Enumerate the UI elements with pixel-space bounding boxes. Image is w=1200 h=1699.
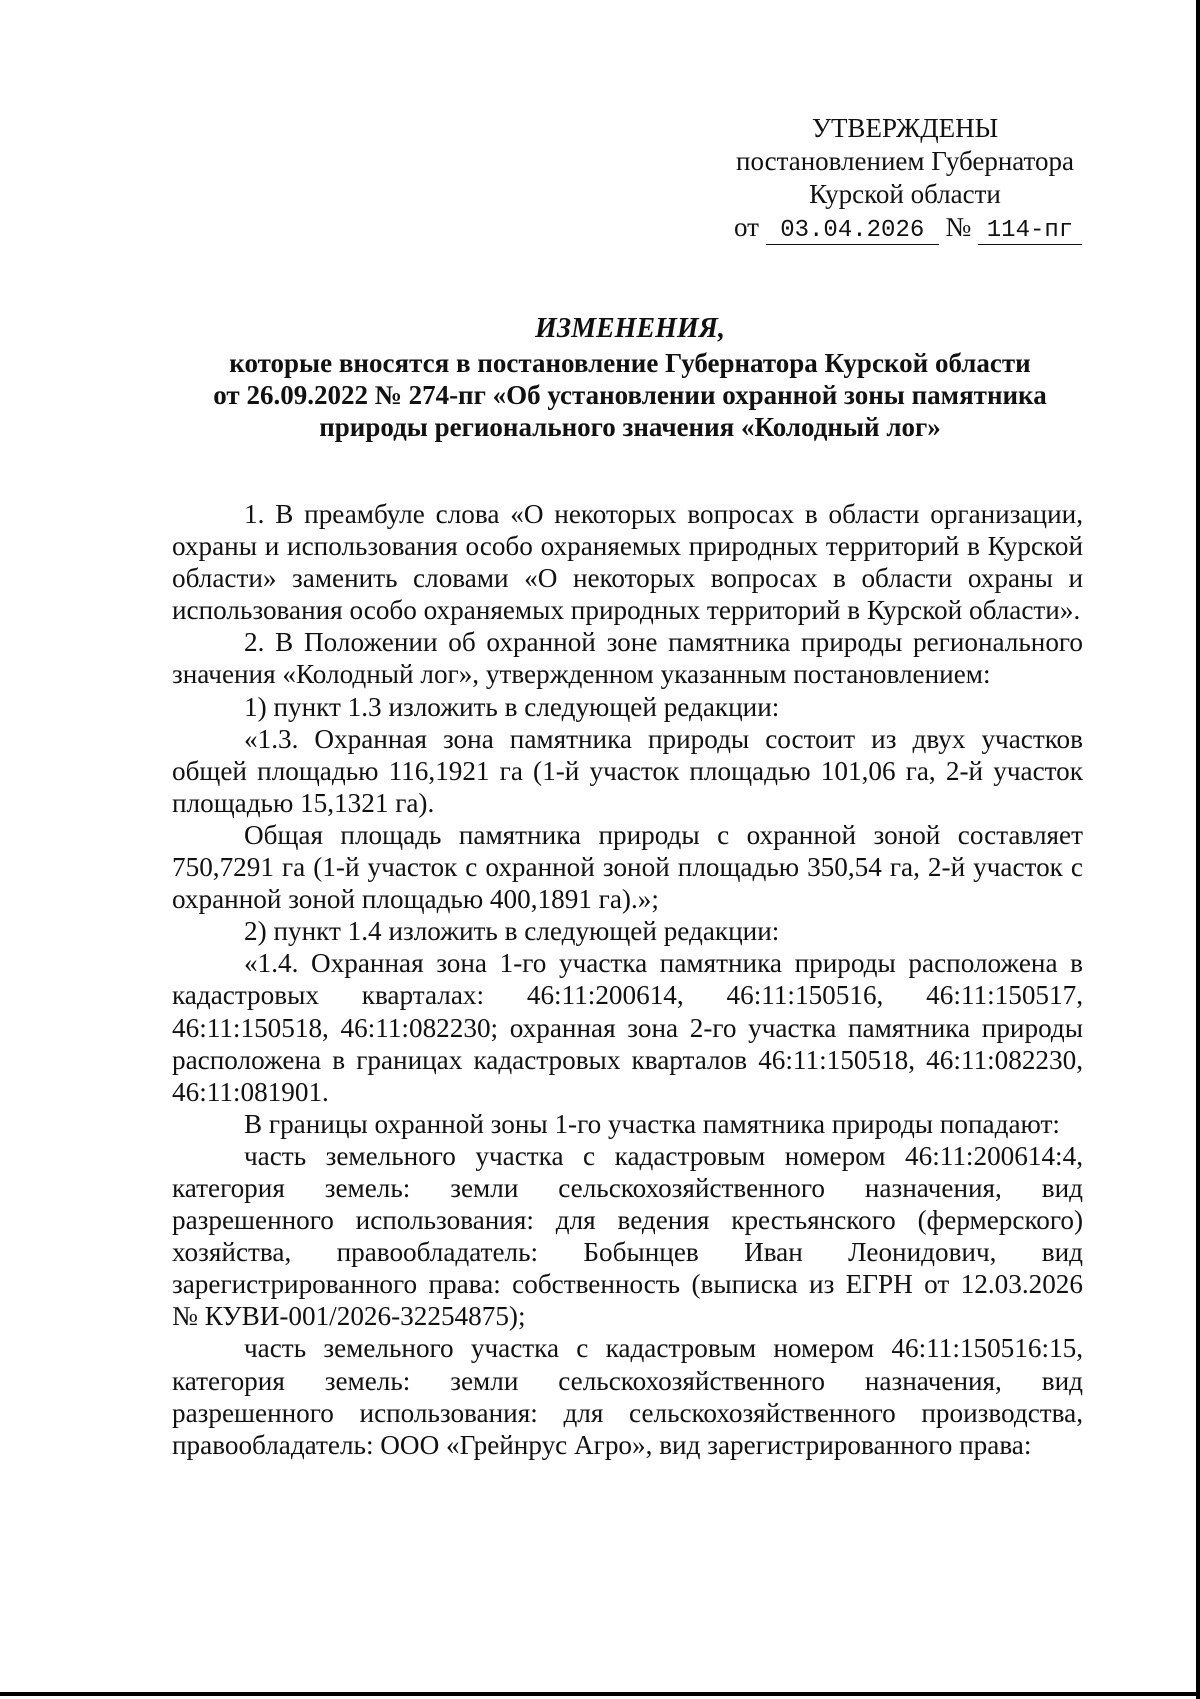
approval-issuer: постановлением Губернатора xyxy=(736,146,1074,176)
document-title xyxy=(150,313,1110,443)
paragraph-4: «1.3. Охранная зона памятника природы состоит из двух участков общей площадью 116,1921 га (1-й участок площадью 101,06 га, 2-й участок площадью 15,1321 га). xyxy=(172,723,1083,818)
title-main: ИЗМЕНЕНИЯ, xyxy=(535,313,725,344)
title-line-1: которые вносятся в постановление Губернатора Курской области xyxy=(229,348,1031,378)
decree-date: 03.04.2026 xyxy=(766,218,939,245)
approval-heading: УТВЕРЖДЕНЫ xyxy=(811,113,999,143)
paragraph-2: 2. В Положении об охранной зоне памятника природы регионального значения «Колодный лог», утвержденном указанным постановлением: xyxy=(172,627,1083,690)
paragraph-8: В границы охранной зоны 1-го участка памятника природы попадают: xyxy=(244,1108,1060,1139)
scan-edge-right xyxy=(1196,0,1200,1699)
approval-region: Курской области xyxy=(809,179,1001,209)
decree-number: 114-пг xyxy=(978,218,1082,245)
paragraph-7: «1.4. Охранная зона 1-го участка памятника природы расположена в кадастровых кварталах: 46:11:200614, 46:11:150516, 46:11:150517, 46:11:150518, 46:11:082230; охранная зона 2-го участка памятника природы расположена в границах кадастровых кварталов 46:11:150518, 46:11:082230, 46:11:081901. xyxy=(172,948,1083,1107)
title-line-2: от 26.09.2022 № 274-пг «Об установлении охранной зоны памятника xyxy=(213,380,1047,410)
number-prefix: № xyxy=(945,212,972,242)
paragraph-3: 1) пункт 1.3 изложить в следующей редакции: xyxy=(244,691,780,722)
paragraph-5: Общая площадь памятника природы с охранной зоной составляет 750,7291 га (1-й участок с охранной зоной площадью 350,54 га, 2-й участок с охранной зоной площадью 400,1891 га).»; xyxy=(172,819,1083,915)
date-prefix: от xyxy=(734,212,759,242)
approval-date-line xyxy=(700,211,1110,245)
title-line-3: природы регионального значения «Колодный лог» xyxy=(319,412,941,442)
approval-block xyxy=(700,112,1110,245)
paragraph-6: 2) пункт 1.4 изложить в следующей редакции: xyxy=(244,916,780,947)
document-body xyxy=(172,498,1083,1461)
scan-edge-bottom xyxy=(0,1692,1200,1696)
paragraph-10: часть земельного участка с кадастровым номером 46:11:150516:15, категория земель: земли сельскохозяйственного назначения, вид разрешенного использования: для сельскохозяйственного производства, правообладатель: ООО «Грейнрус Агро», вид зарегистрированного права: xyxy=(172,1333,1083,1460)
paragraph-1: 1. В преамбуле слова «О некоторых вопросах в области организации, охраны и использования особо охраняемых природных территорий в Курской области» заменить словами «О некоторых вопросах в области охраны и использования особо охраняемых природных территорий в Курской области». xyxy=(172,499,1083,626)
paragraph-9: часть земельного участка с кадастровым номером 46:11:200614:4, категория земель: земли сельскохозяйственного назначения, вид разрешенного использования: для ведения крестьянского (фермерского) хозяйства, правообладатель: Бобынцев Иван Леонидович, вид зарегистрированного права: собственность (выписка из ЕГРН от 12.03.2026 № КУВИ-001/2026-32254875); xyxy=(172,1140,1083,1332)
